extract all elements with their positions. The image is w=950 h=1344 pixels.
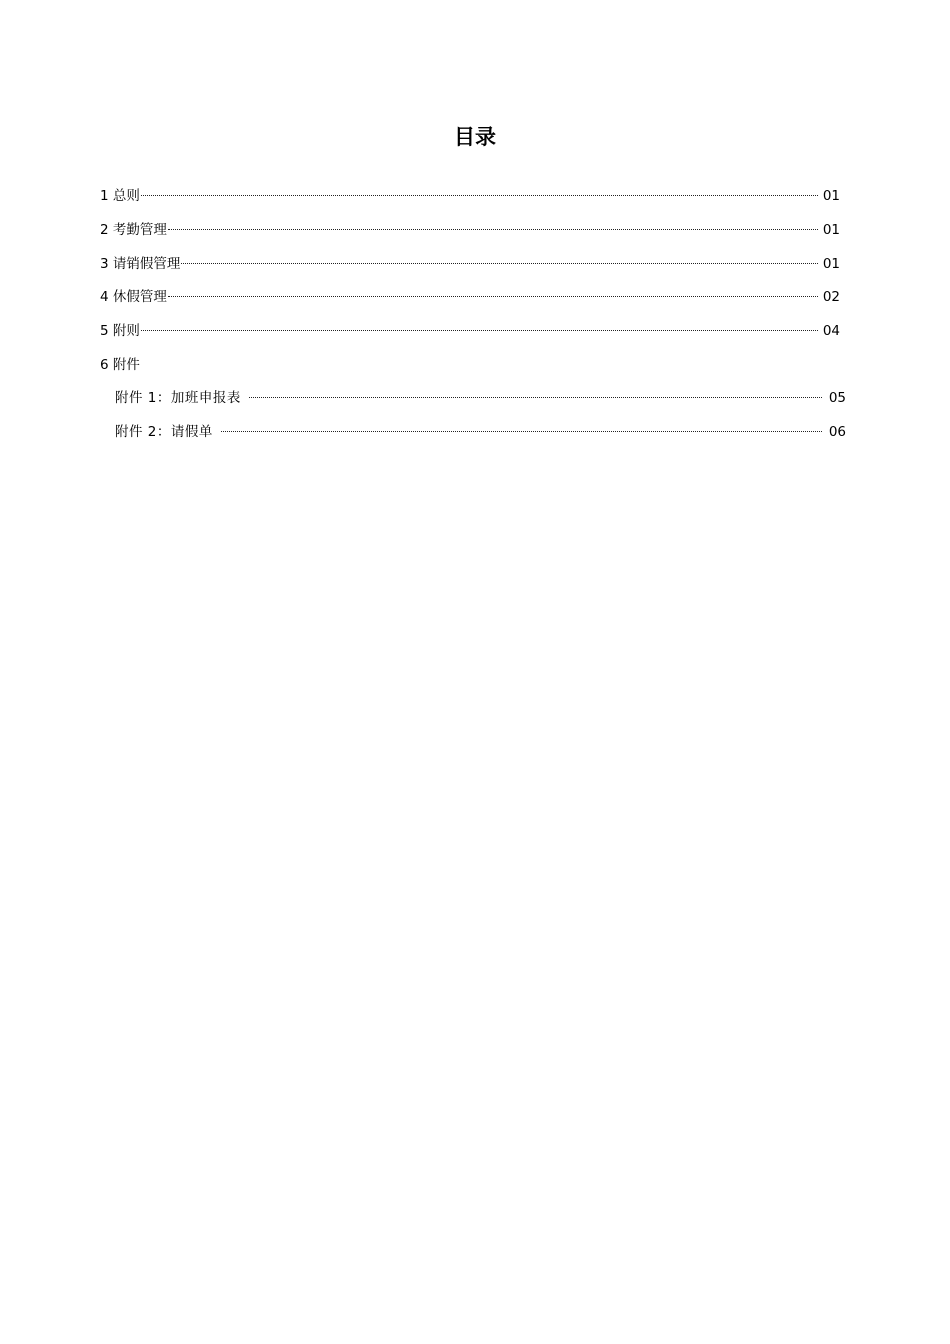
toc-page-number: 01 — [822, 222, 840, 238]
toc-dot-leader — [221, 431, 822, 432]
toc-dot-leader — [181, 263, 817, 264]
toc-entry[interactable] — [100, 321, 840, 341]
toc-dot-leader — [141, 330, 818, 331]
toc-entry[interactable] — [100, 220, 840, 240]
toc-entry[interactable] — [100, 287, 840, 307]
toc-page-number: 04 — [822, 323, 840, 339]
toc-subentry-label: 附件 1：加班申报表 — [115, 390, 241, 406]
page-title: 目录 — [454, 125, 496, 149]
toc-page-number: 05 — [828, 390, 846, 406]
toc-entry-label: 2 考勤管理 — [100, 222, 167, 238]
toc-subentry-label: 附件 2：请假单 — [115, 424, 213, 440]
toc-subentry[interactable] — [115, 422, 846, 442]
toc-entry[interactable] — [100, 186, 840, 206]
toc-page-number: 01 — [822, 256, 840, 272]
toc-entry[interactable] — [100, 355, 840, 375]
toc-entry[interactable] — [100, 254, 840, 274]
toc-page-number: 02 — [822, 289, 840, 305]
toc-page-number: 01 — [822, 188, 840, 204]
toc-entry-label: 4 休假管理 — [100, 289, 167, 305]
toc-entry-label: 6 附件 — [100, 357, 140, 373]
toc-dot-leader — [141, 195, 818, 196]
toc-subentry[interactable] — [115, 388, 846, 408]
toc-entry-label: 1 总则 — [100, 188, 140, 204]
toc-dot-leader — [168, 296, 818, 297]
toc-dot-leader — [168, 229, 818, 230]
toc-entry-label: 5 附则 — [100, 323, 140, 339]
toc-dot-leader — [249, 397, 822, 398]
toc-entry-label: 3 请销假管理 — [100, 256, 181, 272]
toc-page-number: 06 — [828, 424, 846, 440]
